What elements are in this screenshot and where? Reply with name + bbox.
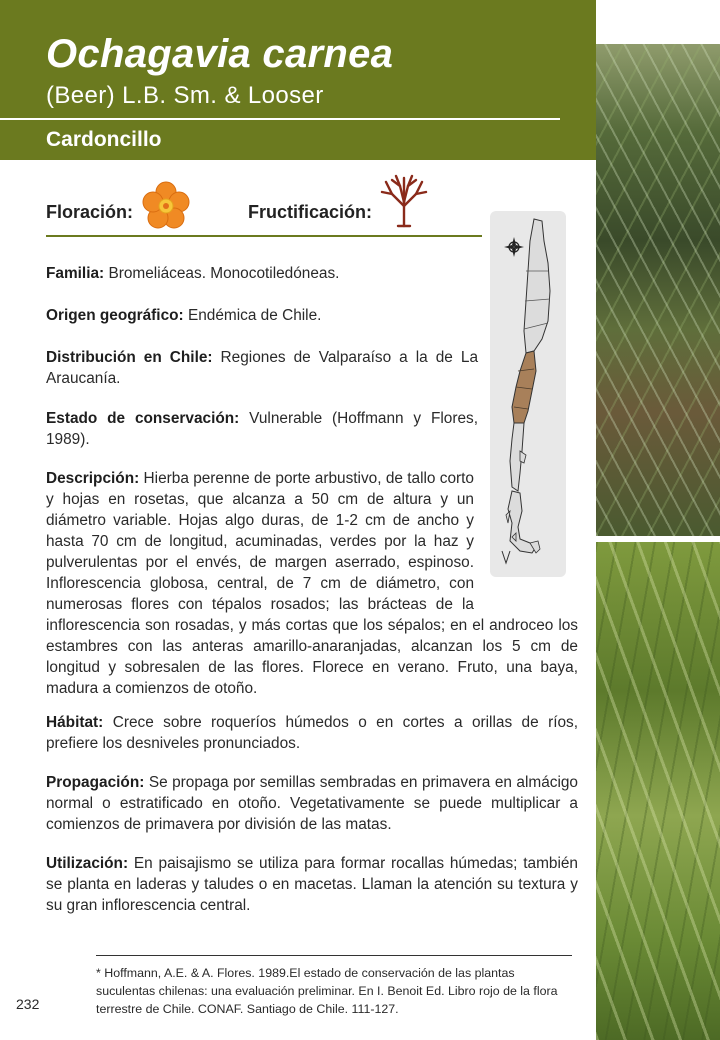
field-habitat: Hábitat: Crece sobre roqueríos húmedos o en cortes a orillas de ríos, prefiere los desniveles pronunciados. (46, 714, 578, 752)
header-divider (0, 118, 560, 120)
scientific-name: Ochagavia carnea (46, 32, 394, 76)
plant-photo-bottom (596, 542, 720, 1040)
field-utilizacion: Utilización: En paisajismo se utiliza para formar rocallas húmedas; también se planta en laderas y taludes o en macetas. Llaman la atención su textura y su gran inflorescencia central. (46, 855, 578, 914)
orange-flower-icon (140, 180, 192, 232)
plant-photo-top (596, 44, 720, 536)
field-origen: Origen geográfico: Endémica de Chile. (46, 307, 322, 324)
field-descripcion: Descripción: Hierba perenne de porte arbustivo, de tallo corto y hojas en rosetas, que alcanza a 50 cm de altura y un diámetro variable. Hojas algo duras, de 1-2 cm de ancho y hasta 70 cm de longitud, acuminadas, verdes por la haz y pulverulentas por el envés, de margen aserrado, espinoso. Inflorescencia globosa, central, de 7 cm de diámetro, con numerosas flores con tépalos rosados; las brácteas de la inflorescencia son rosadas, y más cortas que los sépalos; en el androceo los estambres con las anteras amarillo-anaranjadas, alcanzan los 5 cm de longitud y sobresalen de las flores. Florece en verano. Fruto, una baya, madura a comienzos de otoño. (46, 470, 578, 697)
section-divider (46, 235, 482, 237)
page-number: 232 (16, 996, 40, 1012)
flowering-label: Floración: (46, 202, 134, 222)
field-familia: Familia: Bromeliáceas. Monocotiledóneas. (46, 265, 340, 282)
bare-tree-icon (378, 172, 430, 228)
field-estado: Estado de conservación: Vulnerable (Hoffmann y Flores, 1989). (46, 410, 478, 448)
common-name: Cardoncillo (46, 128, 162, 151)
map-float-spacer (474, 468, 578, 600)
field-propagacion: Propagación: Se propaga por semillas sembradas en primavera en almácigo normal o estratificado en otoño. Vegetativamente se puede multiplicar a comienzos de primavera por división de las matas. (46, 774, 578, 833)
field-distribucion: Distribución en Chile: Regiones de Valparaíso a la de La Araucanía. (46, 349, 478, 387)
species-authors: (Beer) L.B. Sm. & Looser (46, 82, 324, 109)
footnote: * Hoffmann, A.E. & A. Flores. 1989.El estado de conservación de las plantas suculentas chilenas: una evaluación preliminar. En I. Benoit Ed. Libro rojo de la flora terrestre de Chile. CONAF. Santiago de Chile. 111-127. (96, 966, 558, 1016)
footnote-divider (96, 955, 572, 956)
compass-icon (504, 237, 524, 257)
header-band (0, 0, 596, 160)
fruiting-label: Fructificación: (248, 202, 373, 222)
